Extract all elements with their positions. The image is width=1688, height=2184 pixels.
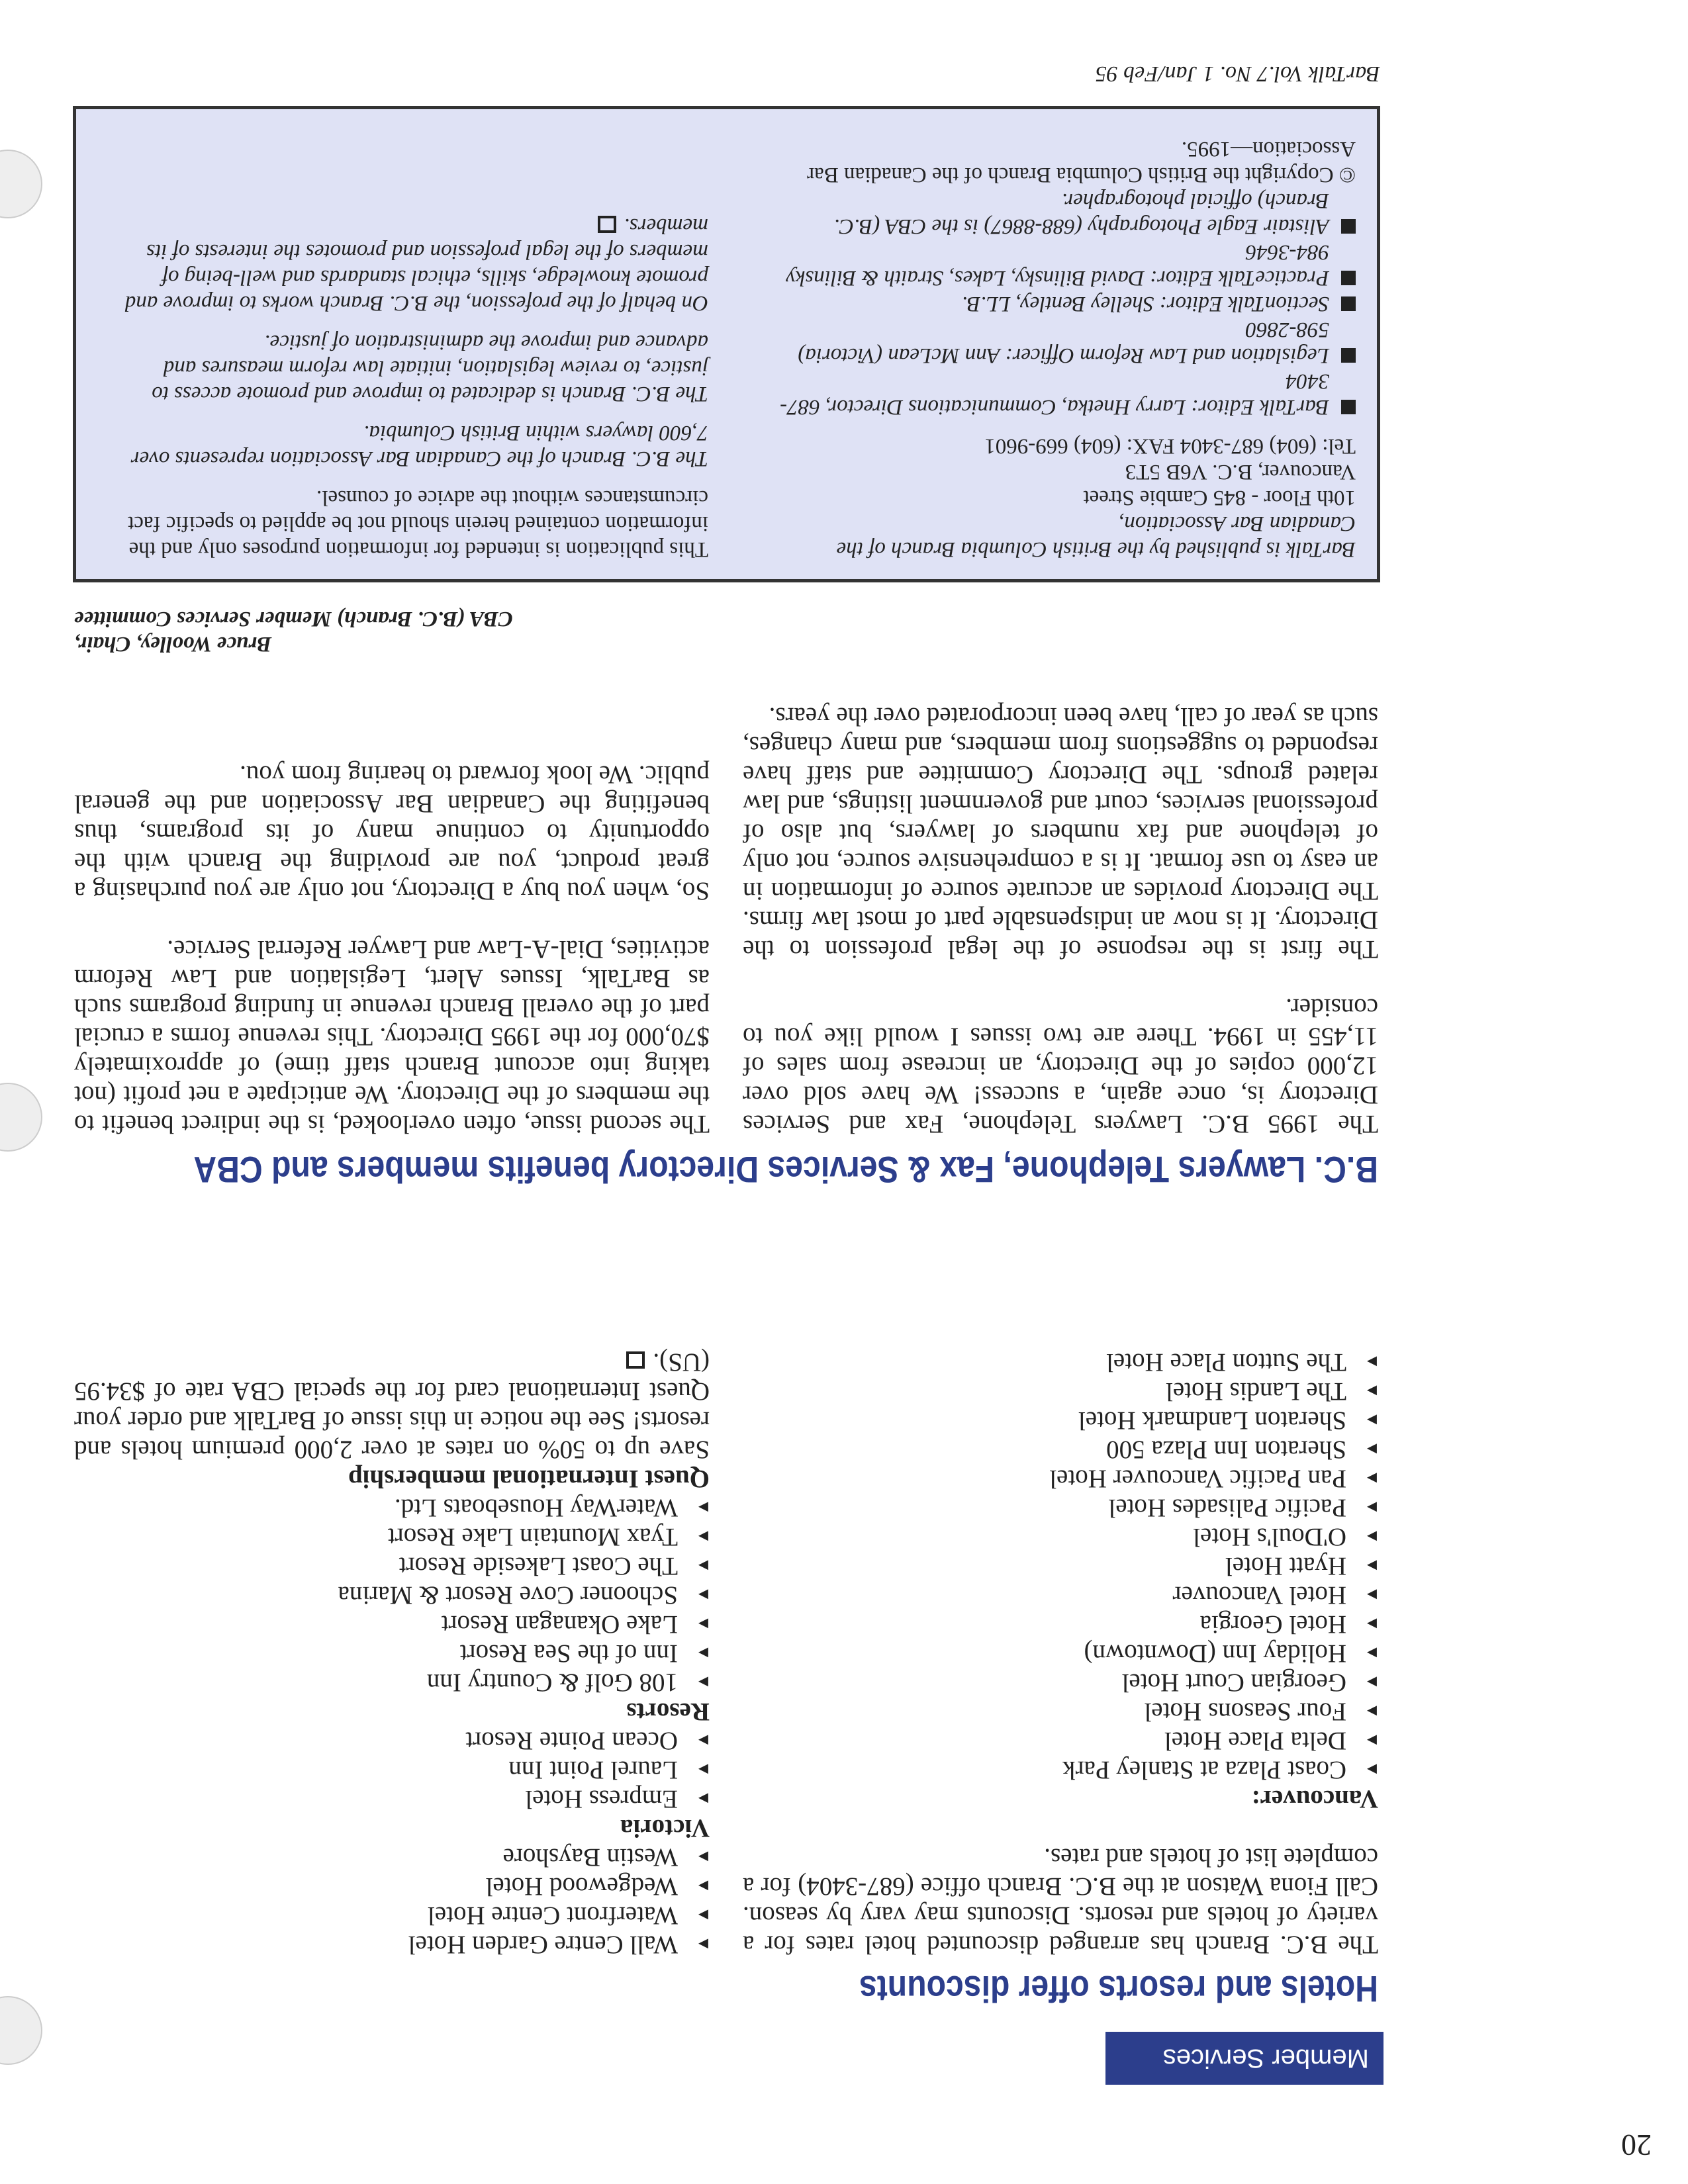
square-bullet-icon [1341, 296, 1356, 311]
hotel-list-item: ▸ The Coast Lakeside Resort [399, 1552, 708, 1580]
arrow-bullet-icon: ▸ [698, 1643, 708, 1664]
arrow-bullet-icon: ▸ [1366, 1730, 1377, 1752]
arrow-bullet-icon: ▸ [698, 1759, 708, 1781]
arrow-bullet-icon: ▸ [698, 1672, 708, 1694]
masthead-box [73, 106, 1380, 582]
vancouver-hotel-list [743, 1347, 1378, 1784]
staff-item: Legislation and Law Reform Officer: Ann McLean (Victoria) 598-2860 [760, 316, 1356, 368]
hotel-list-item: ▸ Pan Pacific Vancouver Hotel [1049, 1465, 1377, 1493]
directory-paragraph: The 1995 B.C. Lawyers Telephone, Fax and Services Directory is, once again, a success! We have sold over 12,000 copies of the Directory, an increase from sales of 11,455 in 1994. There are two issues I would like you to consider. [743, 993, 1378, 1138]
arrow-bullet-icon: ▸ [1366, 1439, 1377, 1461]
page-number: 20 [1621, 2128, 1652, 2162]
publication-info: BarTalk Vol.7 No. 1 Jan/Feb 95 [1095, 62, 1380, 86]
hotel-list-item: ▸ Schooner Cove Resort & Marina [338, 1581, 708, 1610]
hotel-list-item: ▸ The Sutton Place Hotel [1106, 1348, 1377, 1377]
mission-statement: On behalf of the profession, the B.C. Branch works to improve and promote knowledge, skills, ethical standards and well-being of members of the legal profession and promotes the interests of its members. [124, 214, 708, 315]
hotels-headline: Hotels and resorts offer discounts [859, 1968, 1378, 2010]
arrow-bullet-icon: ▸ [698, 1555, 708, 1577]
hotels-intro: The B.C. Branch has arranged discounted hotel rates for a variety of hotels and resorts. Discounts may vary by season. Call Fiona Watson at the B.C. Branch office (687-3404) for a complete list of hotels and rates. [743, 1843, 1378, 1959]
hotel-list-item: ▸ 108 Golf & Country Inn [426, 1668, 708, 1697]
mission-statement: The B.C. Branch is dedicated to improve and promote access to justice, to review legislation, initiate law reform measures and advance and improve the administration of justice. [152, 330, 708, 406]
arrow-bullet-icon: ▸ [698, 1934, 708, 1956]
arrow-bullet-icon: ▸ [1366, 1468, 1377, 1490]
arrow-bullet-icon: ▸ [1366, 1555, 1377, 1577]
square-bullet-icon [1341, 400, 1356, 414]
hotel-list-item: ▸ Hyatt Hotel [1225, 1552, 1377, 1580]
staff-item: BarTalk Editor: Larry Hnetka, Communications Director, 687-3404 [760, 368, 1356, 420]
arrow-bullet-icon: ▸ [698, 1905, 708, 1927]
copyright: © Copyright the British Columbia Branch of the Canadian Bar Association—1995. [807, 137, 1356, 187]
address-line-1: 10th Floor - 845 Cambie Street [1083, 486, 1356, 510]
hotel-list-item: ▸ Sheraton Inn Plaza 500 [1106, 1435, 1377, 1464]
hotel-list-item: ▸ Ocean Pointe Resort [465, 1727, 708, 1755]
arrow-bullet-icon: ▸ [698, 1614, 708, 1635]
hotel-list-item: ▸ Four Seasons Hotel [1144, 1698, 1377, 1726]
staff-item: PracticeTalk Editor: David Bilinsky, Lakes, Straith & Bilinsky 984-3646 [760, 239, 1356, 291]
directory-headline: B.C. Lawyers Telephone, Fax & Services Directory benefits members and CBA [193, 1149, 1378, 1191]
resorts-label: Resorts [626, 1698, 710, 1726]
hotel-list-item: ▸ Laurel Point Inn [508, 1756, 708, 1784]
hotel-list-item: ▸ Hotel Georgia [1199, 1610, 1377, 1639]
arrow-bullet-icon: ▸ [1366, 1497, 1377, 1519]
hotel-list-item: ▸ Empress Hotel [525, 1785, 708, 1813]
binder-hole [0, 1083, 42, 1152]
hotels-column-right [74, 1347, 710, 1959]
hotel-list-item: ▸ Georgian Court Hotel [1121, 1668, 1377, 1697]
hotel-list-item: ▸ Delta Place Hotel [1164, 1727, 1377, 1755]
hotel-list-item: ▸ Westin Bayshore [502, 1843, 708, 1872]
signature-title: CBA (B.C. Branch) Member Services Committee [74, 607, 513, 631]
author-signature [74, 606, 710, 657]
arrow-bullet-icon: ▸ [1366, 1643, 1377, 1664]
vancouver-label: Vancouver: [1251, 1785, 1378, 1813]
directory-paragraph: The first is the response of the legal profession to the Directory. It is now an indispensable part of most law firms. The Directory provides an accurate source of information in an easy to use format. It is a comprehensive source, not only of telephone and fax numbers of lawyers, but also of professional services, court and government listings, and law related groups. The Directory Committee and staff have responded to suggestions from members, and many changes, such as year of call, have been incorporated over the years. [743, 702, 1378, 964]
about-branch: The B.C. Branch of the Canadian Bar Association represents over 7,600 lawyers within British Columbia. [130, 421, 708, 471]
hotel-list-item: ▸ Coast Plaza at Stanley Park [1062, 1756, 1377, 1784]
arrow-bullet-icon: ▸ [1366, 1672, 1377, 1694]
victoria-label: Victoria [620, 1814, 710, 1843]
arrow-bullet-icon: ▸ [1366, 1351, 1377, 1373]
address-line-2: Vancouver, B.C. V6B 5T3 [1125, 460, 1356, 484]
hotel-list-item: ▸ Wall Centre Garden Hotel [408, 1931, 708, 1959]
end-of-article-icon [626, 1351, 645, 1369]
arrow-bullet-icon: ▸ [698, 1876, 708, 1897]
directory-paragraph: The second issue, often overlooked, is the indirect benefit to the members of the Directory. We anticipate a net profit (not taking into account Branch staff time) of approximately $70,000 for the 1995 Directory. This revenue forms a crucial part of the overall Branch revenue in funding programs such as BarTalk, Issues Alert, Legislation and Law Reform activities, Dial-A-Law and Lawyer Referral Service. [74, 935, 710, 1138]
square-bullet-icon [1341, 348, 1356, 363]
arrow-bullet-icon: ▸ [1366, 1759, 1377, 1781]
hotel-list-item: ▸ Pacific Palisades Hotel [1108, 1494, 1377, 1522]
arrow-bullet-icon: ▸ [1366, 1614, 1377, 1635]
phone-fax: Tel: (604) 687-3404 FAX: (604) 669-9601 [984, 434, 1356, 458]
hotel-list-item: ▸ Sheraton Landmark Hotel [1078, 1406, 1377, 1435]
victoria-hotel-list [74, 1726, 710, 1813]
binder-hole [0, 1996, 42, 2065]
binder-hole [0, 150, 42, 218]
hotel-list-item: ▸ WaterWay Houseboats Ltd. [394, 1494, 708, 1522]
hotel-list-item: ▸ The Landis Hotel [1166, 1377, 1377, 1406]
square-bullet-icon [1341, 271, 1356, 285]
hotel-list-item: ▸ O'Doul's Hotel [1193, 1523, 1377, 1551]
arrow-bullet-icon: ▸ [698, 1730, 708, 1752]
masthead-address [760, 433, 1356, 562]
section-tab: Member Services [1105, 2032, 1383, 2085]
hotel-list-item: ▸ Lake Okanagan Resort [441, 1610, 708, 1639]
resorts-list [74, 1493, 710, 1697]
quest-notice [74, 1347, 710, 1493]
directory-paragraph: So, when you buy a Directory, not only are you purchasing a great product, you are providing the Branch with the opportunity to continue many of its programs, thus benefiting the Canadian Bar Association and the general public. We look forward to hearing from you. [74, 760, 710, 905]
disclaimer: This publication is intended for information purposes only and the information contained herein should not be applied to specific fact circumstances without the advice of counsel. [128, 486, 708, 561]
masthead-right [113, 199, 708, 562]
directory-column-right [74, 731, 710, 1138]
directory-column-left [743, 672, 1378, 1138]
masthead-left [760, 122, 1356, 562]
arrow-bullet-icon: ▸ [1366, 1584, 1377, 1606]
hotel-list-item: ▸ Holiday Inn (Downtown) [1084, 1639, 1377, 1668]
hotels-column-left [743, 1347, 1378, 1959]
signature-name: Bruce Woolley, Chair, [74, 632, 272, 656]
quest-title: Quest International membership [348, 1465, 710, 1493]
end-of-article-icon [598, 216, 616, 233]
arrow-bullet-icon: ▸ [1366, 1410, 1377, 1432]
staff-item: SectionTalk Editor: Shelley Bentley, LL.B. [760, 291, 1356, 316]
vancouver-hotel-list-continued [74, 1843, 710, 1959]
arrow-bullet-icon: ▸ [698, 1497, 708, 1519]
arrow-bullet-icon: ▸ [1366, 1701, 1377, 1723]
arrow-bullet-icon: ▸ [1366, 1381, 1377, 1402]
published-by: BarTalk is published by the British Columbia Branch of the Canadian Bar Association, [836, 512, 1356, 561]
hotel-list-item: ▸ Inn of the Sea Resort [459, 1639, 708, 1668]
hotel-list-item: ▸ Hotel Vancouver [1172, 1581, 1377, 1610]
arrow-bullet-icon: ▸ [698, 1584, 708, 1606]
staff-item: Alistair Eagle Photography (688-8867) is the CBA (B.C. Branch) official photographer. [760, 187, 1356, 239]
quest-text: Save up to 50% on rates at over 2,000 premium hotels and resorts! See the notice in this issue of BarTalk and order your Quest International card for the special CBA rate of $34.95 (US). [74, 1348, 710, 1464]
hotel-list-item: ▸ Waterfront Centre Hotel [427, 1901, 708, 1930]
arrow-bullet-icon: ▸ [1366, 1526, 1377, 1548]
hotel-list-item: ▸ Wedgewood Hotel [485, 1872, 708, 1901]
hotel-list-item: ▸ Tyax Mountain Lake Resort [387, 1523, 708, 1551]
arrow-bullet-icon: ▸ [698, 1526, 708, 1548]
arrow-bullet-icon: ▸ [698, 1846, 708, 1868]
staff-list [760, 187, 1356, 420]
arrow-bullet-icon: ▸ [698, 1788, 708, 1810]
square-bullet-icon [1341, 219, 1356, 234]
